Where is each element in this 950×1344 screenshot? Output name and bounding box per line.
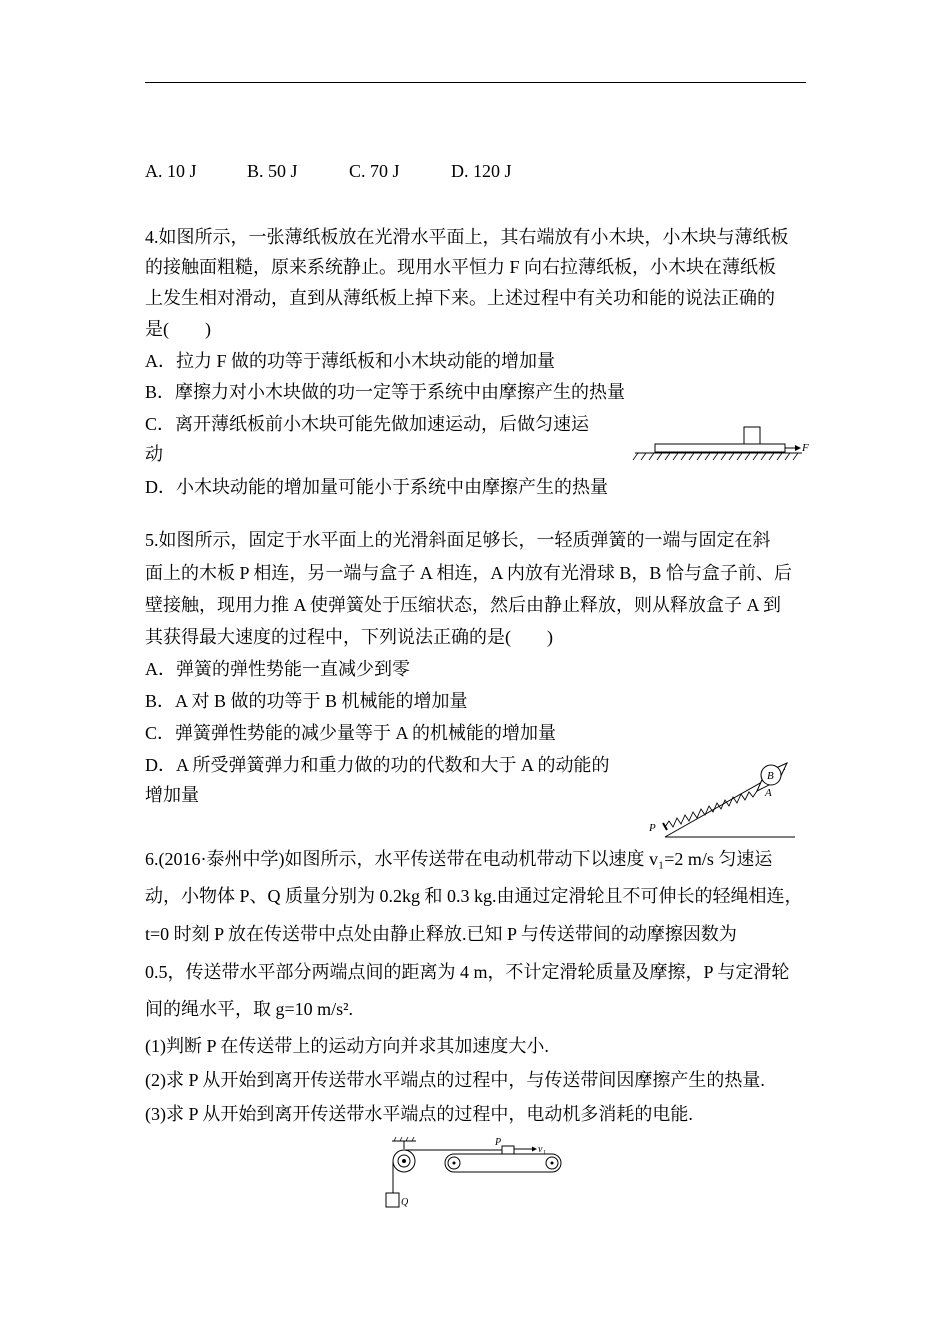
q3-option-a: A. 10 J xyxy=(145,161,197,181)
q4-stem-line-1: 4.如图所示，一张薄纸板放在光滑水平面上，其右端放有小木块，小木块与薄纸板 xyxy=(145,227,789,247)
q4-option-a: A．拉力 F 做的功等于薄纸板和小木块动能的增加量 xyxy=(145,351,556,371)
q4-stem-line-3: 上发生相对滑动，直到从薄纸板上掉下来。上述过程中有关功和能的说法正确的 xyxy=(145,288,775,308)
q5-stem-line-1: 5.如图所示，固定于水平面上的光滑斜面足够长，一轻质弹簧的一端与固定在斜 xyxy=(145,530,771,550)
q6-stem-line-1: 6.(2016·泰州中学)如图所示，水平传送带在电动机带动下以速度 v₁=2 m/s 匀速运 xyxy=(145,849,773,869)
q4-option-c-cont: 动 xyxy=(145,444,163,464)
q5-option-d-cont: 增加量 xyxy=(145,785,199,805)
q4-option-c: C．离开薄纸板前小木块可能先做加速运动，后做匀速运 xyxy=(145,414,590,434)
q6-conveyor-pulley-figure xyxy=(382,1135,572,1215)
q5-fig-label-p: P xyxy=(649,822,656,834)
q3-option-b: B. 50 J xyxy=(247,161,298,181)
q6-part-3: (3)求 P 从开始到离开传送带水平端点的过程中，电动机多消耗的电能. xyxy=(145,1104,693,1124)
q4-board-block-figure xyxy=(630,420,810,468)
q4-stem-line-2: 的接触面粗糙，原来系统静止。现用水平恒力 F 向右拉薄纸板，小木块在薄纸板 xyxy=(145,257,777,277)
q6-fig-label-q: Q xyxy=(401,1197,409,1208)
q5-fig-label-a: A xyxy=(765,787,772,799)
q5-stem-line-2: 面上的木板 P 相连，另一端与盒子 A 相连，A 内放有光滑球 B，B 恰与盒子前、后 xyxy=(145,563,792,583)
q6-stem-line-2: 动，小物体 P、Q 质量分别为 0.2kg 和 0.3 kg.由通过定滑轮且不可伸长的轻绳相连， xyxy=(145,886,803,906)
q5-option-d: D．A 所受弹簧弹力和重力做的功的代数和大于 A 的动能的 xyxy=(145,755,610,775)
q4-option-b: B．摩擦力对小木块做的功一定等于系统中由摩擦产生的热量 xyxy=(145,382,626,402)
q5-option-c: C．弹簧弹性势能的减少量等于 A 的机械能的增加量 xyxy=(145,723,557,743)
q5-fig-label-b: B xyxy=(767,770,774,782)
header-rule xyxy=(145,82,806,83)
q6-stem-line-4: 0.5，传送带水平部分两端点间的距离为 4 m，不计定滑轮质量及摩擦，P 与定滑轮 xyxy=(145,962,790,982)
q6-stem-line-3: t=0 时刻 P 放在传送带中点处由静止释放.已知 P 与传送带间的动摩擦因数为 xyxy=(145,924,737,944)
q6-fig-label-p: P xyxy=(495,1137,502,1148)
q3-option-d: D. 120 J xyxy=(451,161,512,181)
q5-stem-line-3: 壁接触，现用力推 A 使弹簧处于压缩状态，然后由静止释放，则从释放盒子 A 到 xyxy=(145,595,782,615)
q5-stem-line-4: 其获得最大速度的过程中，下列说法正确的是( ) xyxy=(145,627,553,647)
q6-part-1: (1)判断 P 在传送带上的运动方向并求其加速度大小. xyxy=(145,1036,549,1056)
q6-part-2: (2)求 P 从开始到离开传送带水平端点的过程中，与传送带间因摩擦产生的热量. xyxy=(145,1070,765,1090)
q5-incline-spring-figure xyxy=(645,755,805,843)
q4-option-d: D．小木块动能的增加量可能小于系统中由摩擦产生的热量 xyxy=(145,477,608,497)
q5-option-a: A．弹簧的弹性势能一直减少到零 xyxy=(145,659,410,679)
q5-option-b: B．A 对 B 做的功等于 B 机械能的增加量 xyxy=(145,691,468,711)
q4-stem-line-4: 是( ) xyxy=(145,319,211,339)
q6-stem-line-5: 间的绳水平，取 g=10 m/s². xyxy=(145,999,354,1019)
q6-fig-label-v1: v₁ xyxy=(538,1144,546,1155)
q3-option-c: C. 70 J xyxy=(349,161,400,181)
q4-fig-label-f: F xyxy=(802,442,809,454)
